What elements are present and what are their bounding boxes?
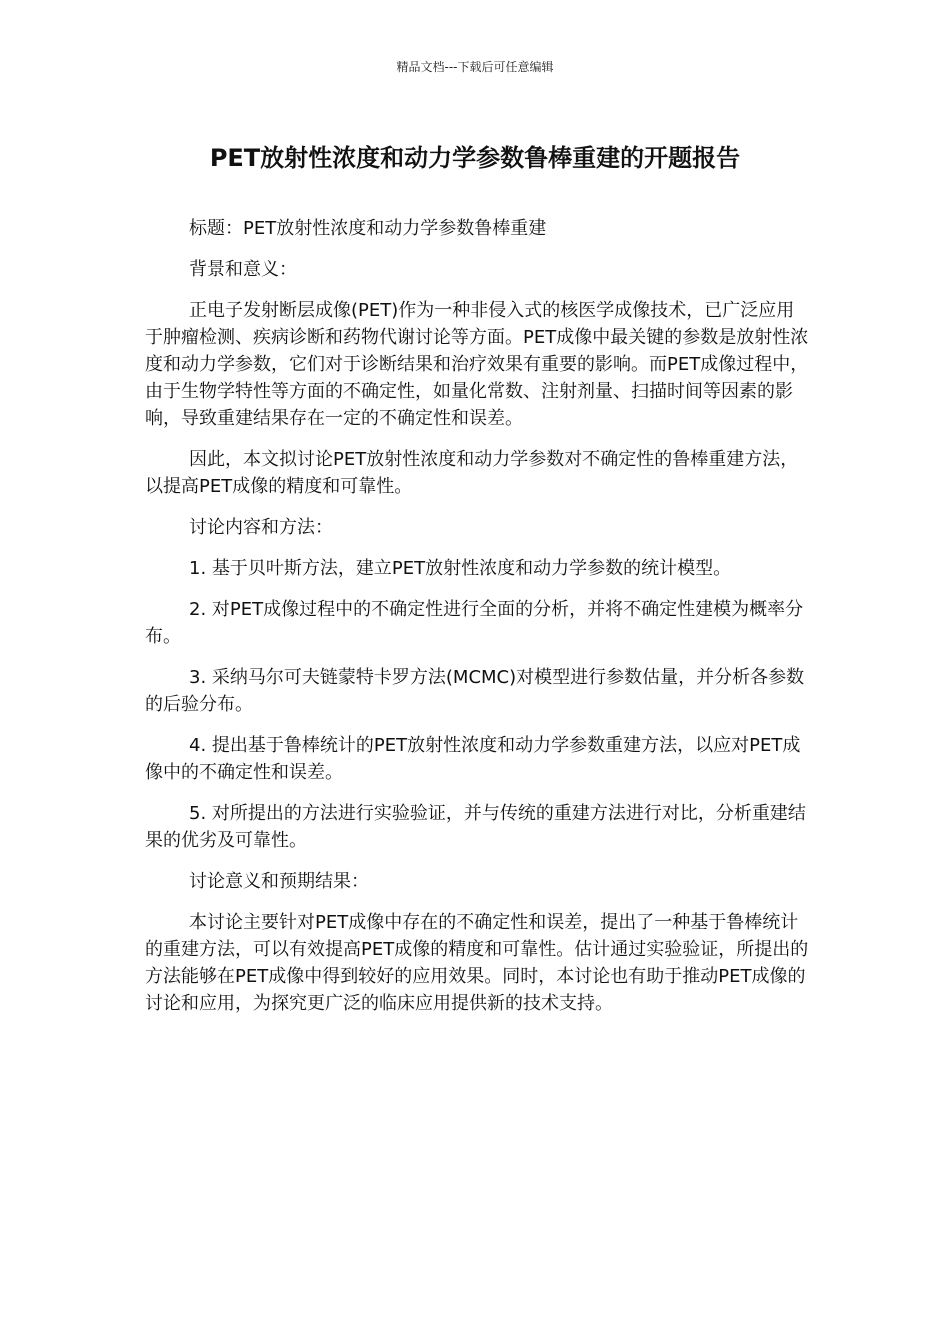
document-body [145,215,810,1031]
method-item-4: 4. 提出基于鲁棒统计的PET放射性浓度和动力学参数重建方法，以应对PET成像中的不确定性和误差。 [145,735,801,783]
paragraph-background: 正电子发射断层成像(PET)作为一种非侵入式的核医学成像技术，已广泛应用于肿瘤检测、疾病诊断和药物代谢讨论等方面。PET成像中最关键的参数是放射性浓度和动力学参数，它们对于诊断结果和治疗效果有重要的影响。而PET成像过程中，由于生物学特性等方面的不确定性，如量化常数、注射剂量、扫描时间等因素的影响，导致重建结果存在一定的不确定性和误差。 [145,300,809,429]
paragraph-purpose: 因此，本文拟讨论PET放射性浓度和动力学参数对不确定性的鲁棒重建方法，以提高PET成像的精度和可靠性。 [145,449,799,497]
method-item-1: 1. 基于贝叶斯方法，建立PET放射性浓度和动力学参数的统计模型。 [189,558,732,579]
paragraph-significance: 本讨论主要针对PET成像中存在的不确定性和误差，提出了一种基于鲁棒统计的重建方法，可以有效提高PET成像的精度和可靠性。估计通过实验验证，所提出的方法能够在PET成像中得到较好的应用效果。同时，本讨论也有助于推动PET成像的讨论和应用，为探究更广泛的临床应用提供新的技术支持。 [145,912,809,1014]
subject-line: 标题：PET放射性浓度和动力学参数鲁棒重建 [189,218,547,239]
section-heading-significance: 讨论意义和预期结果： [189,871,369,892]
section-heading-background: 背景和意义： [189,259,297,280]
header-note: 精品文档---下载后可任意编辑 [396,60,554,74]
method-item-2: 2. 对PET成像过程中的不确定性进行全面的分析，并将不确定性建模为概率分布。 [145,599,804,647]
section-heading-methods: 讨论内容和方法： [189,517,333,538]
method-item-3: 3. 采纳马尔可夫链蒙特卡罗方法(MCMC)对模型进行参数估量，并分析各参数的后验分布。 [145,667,805,715]
method-item-5: 5. 对所提出的方法进行实验验证，并与传统的重建方法进行对比，分析重建结果的优劣及可靠性。 [145,803,806,851]
document-title: PET放射性浓度和动力学参数鲁棒重建的开题报告 [209,144,741,172]
